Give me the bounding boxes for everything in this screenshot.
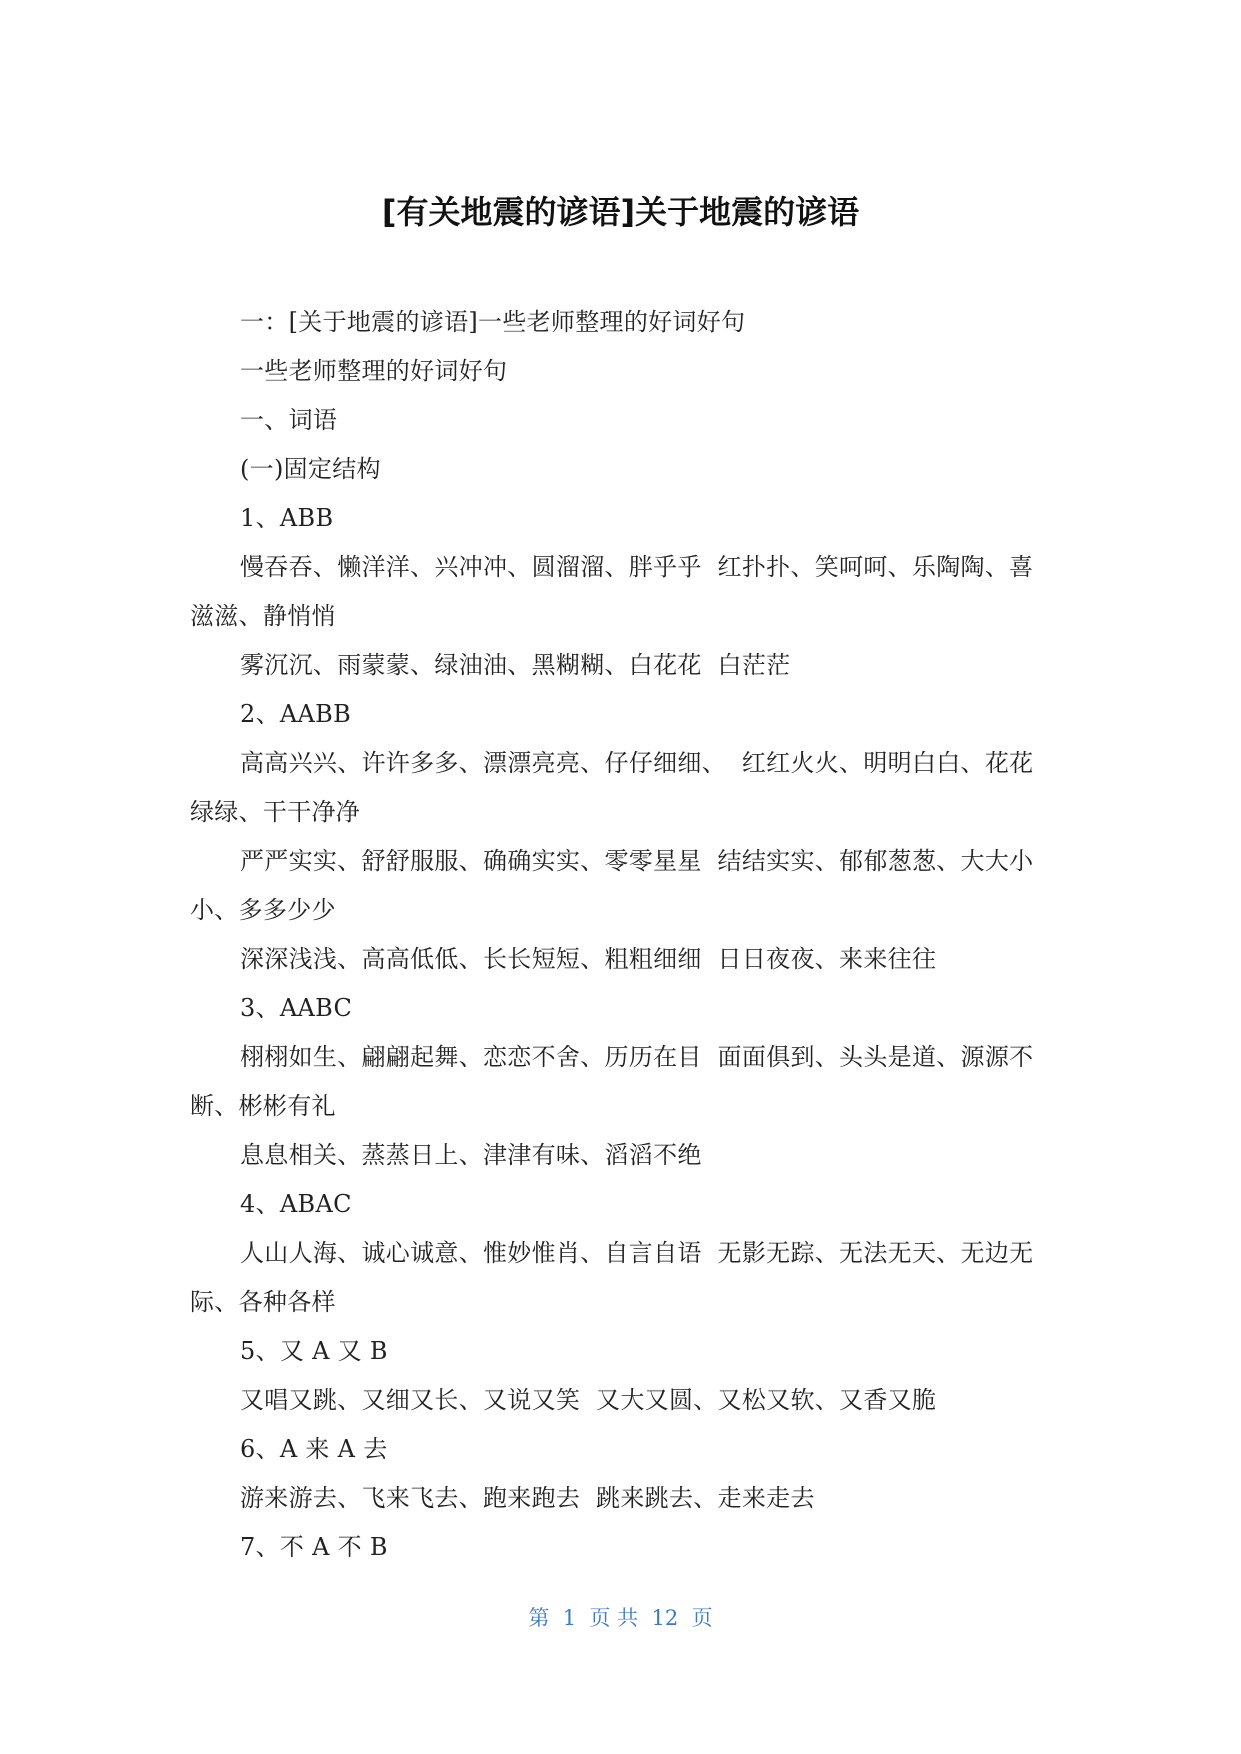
paragraph: 息息相关、蒸蒸日上、津津有味、滔滔不绝 [240,1141,702,1169]
paragraph: 1、ABB [240,504,334,532]
paragraph: 2、AABB [240,700,352,728]
paragraph: 栩栩如生、翩翩起舞、恋恋不舍、历历在目 面面俱到、头头是道、源源不断、彬彬有礼 [190,1043,1034,1120]
document-title: [有关地震的谚语]关于地震的谚语 [381,193,860,231]
paragraph: 慢吞吞、懒洋洋、兴冲冲、圆溜溜、胖乎乎 红扑扑、笑呵呵、乐陶陶、喜滋滋、静悄悄 [190,553,1034,630]
paragraph: 一：[关于地震的谚语]一些老师整理的好词好句 [240,308,746,336]
paragraph: 雾沉沉、雨蒙蒙、绿油油、黑糊糊、白花花 白茫茫 [240,651,791,679]
paragraph: 游来游去、飞来飞去、跑来跑去 跳来跳去、走来走去 [240,1484,815,1512]
paragraph: 4、ABAC [240,1190,352,1218]
paragraph: 人山人海、诚心诚意、惟妙惟肖、自言自语 无影无踪、无法无天、无边无际、各种各样 [190,1239,1034,1316]
paragraph: 3、AABC [240,994,353,1022]
paragraph: 一、词语 [240,406,338,434]
paragraph: (一)固定结构 [240,455,381,483]
page-number-footer: 第 1 页 共 12 页 [528,1606,713,1630]
paragraph: 深深浅浅、高高低低、长长短短、粗粗细细 日日夜夜、来来往往 [240,945,937,973]
paragraph: 严严实实、舒舒服服、确确实实、零零星星 结结实实、郁郁葱葱、大大小小、多多少少 [190,847,1034,924]
paragraph: 5、又 A 又 B [240,1337,388,1365]
paragraph: 7、不 A 不 B [240,1533,388,1561]
paragraph: 6、A 来 A 去 [240,1435,388,1463]
paragraph: 高高兴兴、许许多多、漂漂亮亮、仔仔细细、 红红火火、明明白白、花花绿绿、干干净净 [190,749,1034,826]
document-body [190,298,1050,1572]
paragraph: 一些老师整理的好词好句 [240,357,508,385]
paragraph: 又唱又跳、又细又长、又说又笑 又大又圆、又松又软、又香又脆 [240,1386,937,1414]
